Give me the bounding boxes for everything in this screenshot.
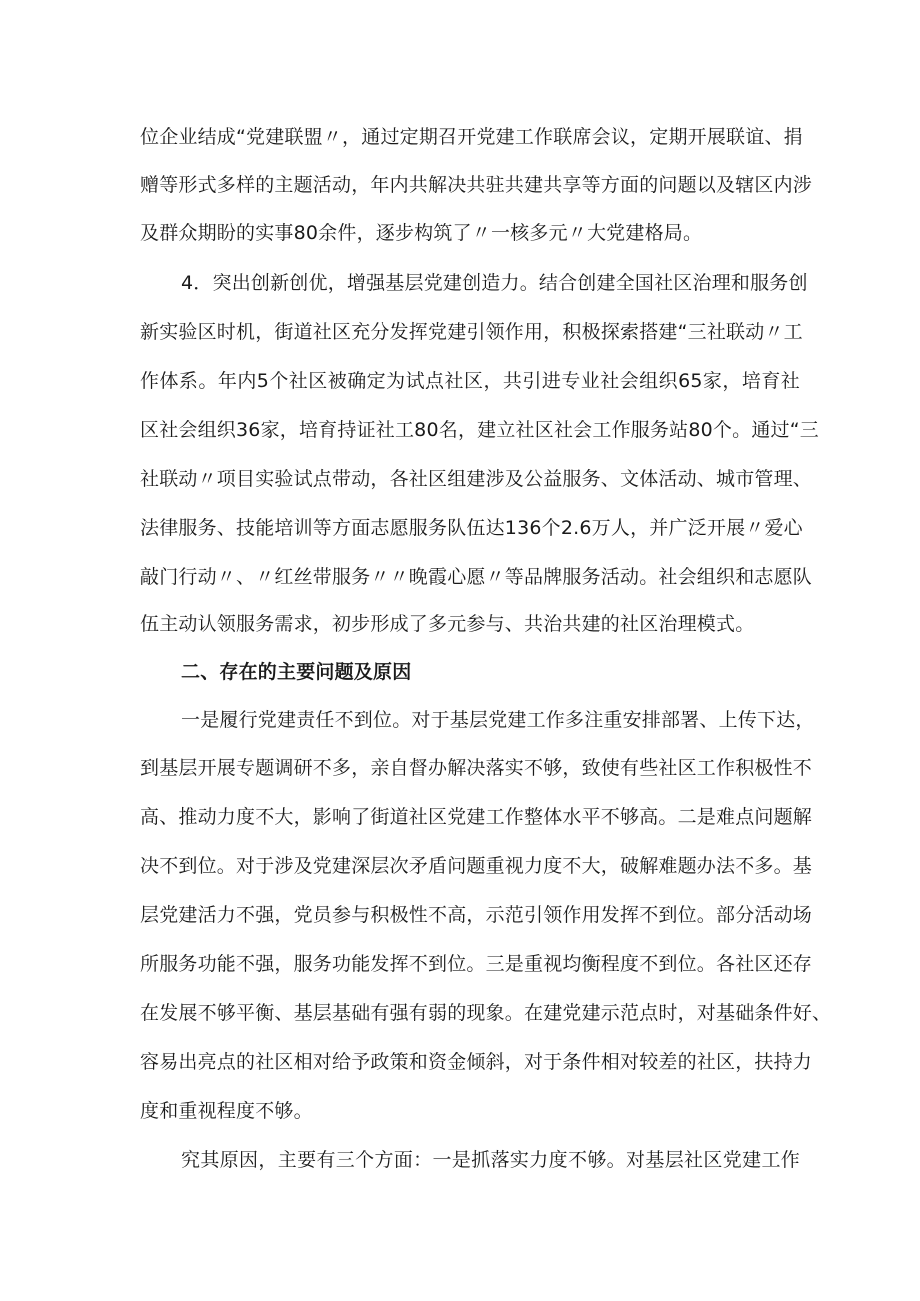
text-line: 及群众期盼的实事80余件，逐步构筑了〃一核多元〃大党建格局。 [140,222,703,244]
text-line: 4．突出创新创优，增强基层党建创造力。结合创建全国社区治理和服务创 [181,272,808,294]
text-line: 新实验区时机，街道社区充分发挥党建引领作用，积极探索搭建“三社联动〃工 [140,321,803,343]
text-line: 层党建活力不强，党员参与积极性不高，示范引领作用发挥不到位。部分活动场 [140,904,813,926]
text-line: 敲门行动〃、〃红丝带服务〃〃晚霞心愿〃等品牌服务活动。社会组织和志愿队 [140,566,813,588]
text-line: 赠等形式多样的主题活动，年内共解决共驻共建共享等方面的问题以及辖区内涉 [140,174,813,196]
text-line: 在发展不够平衡、基层基础有强有弱的现象。在建党建示范点时，对基础条件好、 [140,1002,832,1024]
text-line: 度和重视程度不够。 [140,1100,313,1122]
text-line: 作体系。年内5个社区被确定为试点社区，共引进专业社会组织65家，培育社 [140,370,800,392]
text-line: 高、推动力度不大，影响了街道社区党建工作整体水平不够高。二是难点问题解 [140,806,813,828]
text-line: 决不到位。对于涉及党建深层次矛盾问题重视力度不大，破解难题办法不多。基 [140,855,813,877]
text-line: 位企业结成“党建联盟〃，通过定期召开党建工作联席会议，定期开展联谊、捐 [140,126,803,148]
text-line: 一是履行党建责任不到位。对于基层党建工作多注重安排部署、上传下达， [181,709,815,731]
text-line: 容易出亮点的社区相对给予政策和资金倾斜，对于条件相对较差的社区，扶持力 [140,1051,813,1073]
text-line: 伍主动认领服务需求，初步形成了多元参与、共治共建的社区治理模式。 [140,613,755,635]
section-heading: 二、存在的主要问题及原因 [181,661,412,683]
text-line: 区社会组织36家，培育持证社工80名，建立社区社会工作服务站80个。通过“三 [140,419,819,441]
text-line: 社联动〃项目实验试点带动，各社区组建涉及公益服务、文体活动、城市管理、 [140,468,813,490]
text-line: 法律服务、技能培训等方面志愿服务队伍达136个2.6万人，并广泛开展〃爱心 [140,517,803,539]
text-line: 究其原因，主要有三个方面：一是抓落实力度不够。对基层社区党建工作 [181,1149,800,1171]
text-line: 所服务功能不强，服务功能发挥不到位。三是重视均衡程度不到位。各社区还存 [140,953,813,975]
text-line: 到基层开展专题调研不多，亲自督办解决落实不够，致使有些社区工作积极性不 [140,757,813,779]
